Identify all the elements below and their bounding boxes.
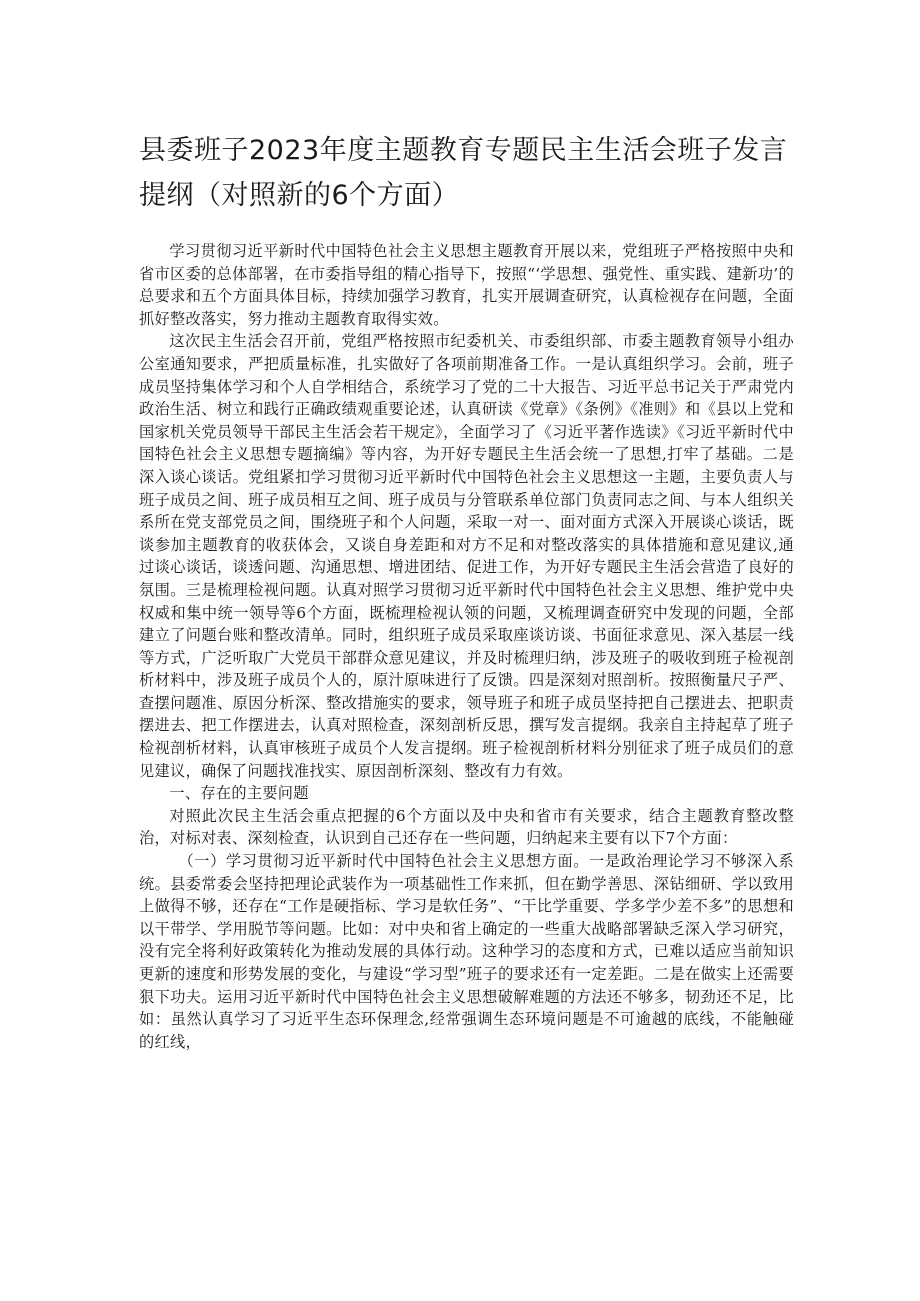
paragraph-intro: 学习贯彻习近平新时代中国特色社会主义思想主题教育开展以来，党组班子严格按照中央和省市区委的总体部署，在市委指导组的精心指导下，按照“‘学思想、强党性、重实践、建新功’的总要求和五个方面具体目标，持续加强学习教育，扎实开展调查研究，认真检视存在问题，全面抓好整改落实，努力推动主题教育取得实效。 <box>139 242 794 328</box>
paragraph-problem-one: （一）学习贯彻习近平新时代中国特色社会主义思想方面。一是政治理论学习不够深入系统。县委常委会坚持把理论武装作为一项基础性工作来抓，但在勤学善思、深钻细研、学以致用上做得不够，还存在“工作是硬指标、学习是软任务”、“干比学重要、学多学少差不多”的思想和以干带学、学用脱节等问题。比如：对中央和省上确定的一些重大战略部署缺乏深入学习研究，没有完全将利好政策转化为推动发展的具体行动。这种学习的态度和方式，已难以适应当前知识更新的速度和形势发展的变化，与建设“学习型”班子的要求还有一定差距。二是在做实上还需要狠下功夫。运用习近平新时代中国特色社会主义思想破解难题的方法还不够多，韧劲还不足，比如：虽然认真学习了习近平生态环保理念,经常强调生态环境问题是不可逾越的底线，不能触碰的红线， <box>139 852 794 1051</box>
paragraph-problems-overview: 对照此次民主生活会重点把握的6个方面以及中央和省市有关要求，结合主题教育整改整治，对标对表、深刻检查，认识到自己还存在一些问题，归纳起来主要有以下7个方面： <box>139 806 794 848</box>
document-title: 县委班子2023年度主题教育专题民主生活会班子发言提纲（对照新的6个方面） <box>139 135 788 211</box>
document-body <box>139 240 794 1053</box>
section-heading-main-problems: 一、存在的主要问题 <box>169 784 309 803</box>
document-page <box>139 128 794 1053</box>
paragraph-preparation: 这次民主生活会召开前，党组严格按照市纪委机关、市委组织部、市委主题教育领导小组办公室通知要求，严把质量标准，扎实做好了各项前期准备工作。一是认真组织学习。会前，班子成员坚持集体学习和个人自学相结合，系统学习了党的二十大报告、习近平总书记关于严肃党内政治生活、树立和践行正确政绩观重要论述，认真研读《党章》《条例》《准则》和《县以上党和国家机关党员领导干部民主生活会若干规定》，全面学习了《习近平著作选读》《习近平新时代中国特色社会主义思想专题摘编》等内容，为开好专题民主生活会统一了思想,打牢了基础。二是深入谈心谈话。党组紧扣学习贯彻习近平新时代中国特色社会主义思想这一主题，主要负责人与班子成员之间、班子成员相互之间、班子成员与分管联系单位部门负责同志之间、与本人组织关系所在党支部党员之间，围绕班子和个人问题，采取一对一、面对面方式深入开展谈心谈话，既谈参加主题教育的收获体会，又谈自身差距和对方不足和对整改落实的具体措施和意见建议,通过谈心谈话，谈透问题、沟通思想、增进团结、促进工作，为开好专题民主生活会营造了良好的氛围。三是梳理检视问题。认真对照学习贯彻习近平新时代中国特色社会主义思想、维护党中央权威和集中统一领导等6个方面，既梳理检视认领的问题，又梳理调查研究中发现的问题，全部建立了问题台账和整改清单。同时，组织班子成员采取座谈访谈、书面征求意见、深入基层一线等方式，广泛听取广大党员干部群众意见建议，并及时梳理归纳，涉及班子的吸收到班子检视剖析材料中，涉及班子成员个人的，原汁原味进行了反馈。四是深刻对照剖析。按照衡量尺子严、查摆问题准、原因分析深、整改措施实的要求，领导班子和班子成员坚持把自己摆进去、把职责摆进去、把工作摆进去，认真对照检查，深刻剖析反思，撰写发言提纲。我亲自主持起草了班子检视剖析材料，认真审核班子成员个人发言提纲。班子检视剖析材料分别征求了班子成员们的意见建议，确保了问题找准找实、原因剖析深刻、整改有力有效。 <box>139 332 794 780</box>
